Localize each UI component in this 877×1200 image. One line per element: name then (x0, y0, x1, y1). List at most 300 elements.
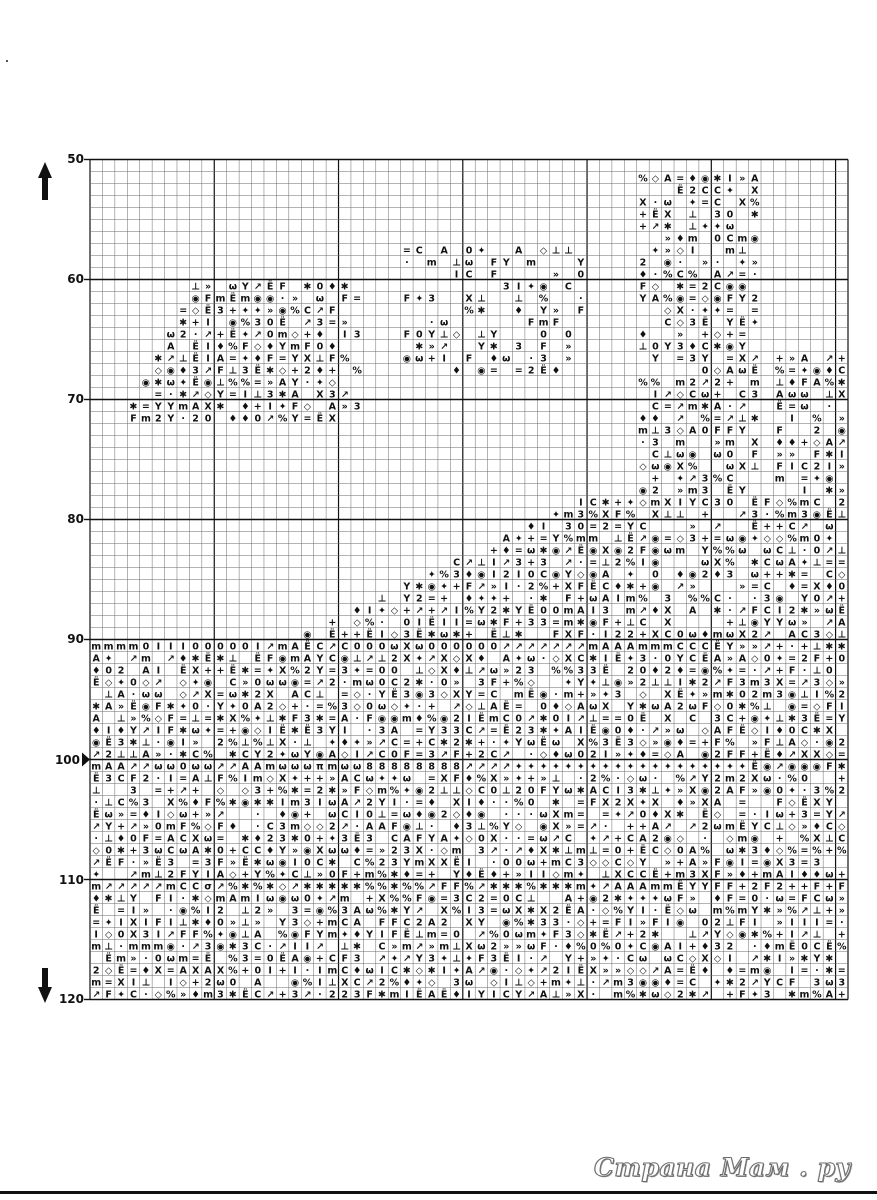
stitch-symbol: 0 (503, 857, 510, 868)
stitch-symbol: ↗ (477, 761, 485, 772)
stitch-symbol: I (405, 989, 409, 1000)
stitch-symbol: + (627, 845, 635, 856)
stitch-symbol: X (739, 197, 747, 208)
stitch-symbol: Ë (789, 941, 796, 952)
stitch-symbol: » (367, 737, 373, 748)
stitch-symbol: 3 (478, 845, 485, 856)
stitch-symbol: m (278, 641, 288, 652)
stitch-symbol: F (329, 305, 336, 316)
stitch-symbol: F (341, 869, 348, 880)
stitch-symbol: Ë (205, 305, 212, 316)
stitch-symbol: ◇ (652, 281, 660, 292)
stitch-symbol: m (452, 845, 462, 856)
stitch-symbol: ✱ (639, 701, 647, 712)
stitch-symbol: ♦ (800, 869, 809, 880)
stitch-symbol: ω (726, 629, 734, 640)
stitch-symbol: Y (763, 617, 771, 628)
stitch-symbol: % (228, 737, 238, 748)
stitch-symbol: A (167, 341, 175, 352)
stitch-symbol: m (402, 941, 412, 952)
stitch-symbol: · (654, 269, 658, 280)
stitch-symbol: Ë (93, 773, 100, 784)
stitch-symbol: ω (651, 989, 659, 1000)
stitch-symbol: ⊥ (415, 821, 424, 832)
stitch-symbol: ♦ (204, 917, 213, 928)
stitch-symbol: I (765, 809, 769, 820)
stitch-symbol: = (303, 677, 311, 688)
stitch-symbol: · (405, 797, 409, 808)
stitch-symbol: ✦ (440, 581, 448, 592)
stitch-symbol: ♦ (229, 413, 238, 424)
stitch-symbol: = (490, 905, 498, 916)
stitch-symbol: · (256, 821, 260, 832)
stitch-symbol: ♦ (775, 749, 784, 760)
stitch-symbol: I (306, 941, 310, 952)
stitch-symbol: ◉ (303, 953, 311, 964)
stitch-symbol: ⊥ (775, 377, 784, 388)
stitch-symbol: ⊥ (191, 281, 200, 292)
stitch-symbol: ✱ (801, 605, 809, 616)
stitch-symbol: ◉ (589, 617, 597, 628)
stitch-symbol: 3 (267, 389, 274, 400)
row-label-110: 110 (54, 873, 84, 887)
stitch-symbol: % (129, 797, 139, 808)
stitch-symbol: » (801, 617, 807, 628)
stitch-symbol: 3 (453, 569, 460, 580)
stitch-symbol: ω (589, 701, 597, 712)
stitch-symbol: ◉ (813, 509, 821, 520)
stitch-symbol: Y (800, 593, 808, 604)
stitch-symbol: ◇ (391, 629, 399, 640)
stitch-symbol: + (316, 953, 324, 964)
stitch-symbol: Ë (652, 209, 659, 220)
stitch-symbol: = (825, 917, 833, 928)
stitch-symbol: X (652, 797, 660, 808)
stitch-symbol: A (403, 833, 411, 844)
stitch-symbol: Y (427, 725, 435, 736)
stitch-symbol: I (604, 629, 608, 640)
stitch-symbol: ↗ (651, 725, 659, 736)
stitch-symbol: X (751, 437, 759, 448)
stitch-symbol: ⊥ (303, 737, 312, 748)
stitch-symbol: = (490, 725, 498, 736)
stitch-symbol: ω (564, 785, 572, 796)
stitch-symbol: % (427, 713, 437, 724)
stitch-symbol: ◇ (639, 461, 647, 472)
stitch-symbol: % (203, 749, 213, 760)
stitch-symbol: I (206, 353, 210, 364)
stitch-symbol: A (353, 917, 361, 928)
stitch-symbol: m (563, 509, 573, 520)
stitch-symbol: m (638, 425, 648, 436)
stitch-symbol: A (664, 701, 672, 712)
stitch-symbol: % (613, 905, 623, 916)
stitch-symbol: I (94, 929, 98, 940)
stitch-symbol: 2 (453, 737, 460, 748)
stitch-symbol: F (416, 893, 423, 904)
stitch-symbol: ✦ (117, 989, 125, 1000)
stitch-symbol: I (604, 653, 608, 664)
stitch-symbol: ◉ (751, 713, 759, 724)
stitch-symbol: ✱ (676, 809, 684, 820)
stitch-symbol: Ë (689, 965, 696, 976)
stitch-symbol: ↗ (676, 413, 684, 424)
stitch-symbol: ω (365, 677, 373, 688)
stitch-symbol: F (739, 989, 746, 1000)
stitch-symbol: ✱ (440, 737, 448, 748)
stitch-symbol: ◉ (726, 341, 734, 352)
stitch-symbol: ω (527, 653, 535, 664)
stitch-symbol: F (180, 929, 187, 940)
stitch-symbol: ✦ (776, 653, 784, 664)
stitch-symbol: ↗ (689, 473, 697, 484)
stitch-symbol: » (727, 869, 733, 880)
stitch-symbol: ♦ (452, 665, 461, 676)
stitch-symbol: = (577, 809, 585, 820)
stitch-symbol: ω (552, 737, 560, 748)
stitch-symbol: ◇ (304, 401, 312, 412)
stitch-symbol: m (650, 641, 660, 652)
stitch-symbol: ω (726, 461, 734, 472)
stitch-symbol: + (130, 845, 138, 856)
stitch-symbol: Y (825, 809, 833, 820)
stitch-symbol: m (526, 257, 536, 268)
stitch-symbol: » (702, 689, 708, 700)
stitch-symbol: = (701, 197, 709, 208)
stitch-symbol: A (788, 737, 796, 748)
stitch-symbol: · (368, 725, 372, 736)
stitch-symbol: 3 (764, 989, 771, 1000)
stitch-symbol: » (665, 725, 671, 736)
stitch-symbol: X (602, 797, 610, 808)
stitch-symbol: ⊥ (564, 245, 573, 256)
stitch-symbol: 3 (354, 989, 361, 1000)
stitch-symbol: ✱ (751, 209, 759, 220)
stitch-symbol: ◉ (477, 569, 485, 580)
stitch-symbol: ✦ (241, 305, 249, 316)
stitch-symbol: ω (167, 329, 175, 340)
stitch-symbol: % (464, 605, 474, 616)
stitch-symbol: ✱ (303, 281, 311, 292)
stitch-symbol: ✦ (328, 833, 336, 844)
stitch-symbol: 3 (627, 785, 634, 796)
stitch-symbol: = (751, 305, 759, 316)
stitch-symbol: ↗ (366, 749, 374, 760)
stitch-symbol: A (714, 725, 722, 736)
stitch-symbol: X (540, 845, 548, 856)
stitch-symbol: ✦ (117, 677, 125, 688)
stitch-symbol: ✦ (291, 773, 299, 784)
stitch-symbol: X (167, 797, 175, 808)
stitch-symbol: ♦ (676, 797, 685, 808)
stitch-symbol: F (168, 725, 175, 736)
stitch-symbol: 8 (416, 761, 423, 772)
stitch-symbol: ◉ (713, 293, 721, 304)
stitch-symbol: C (689, 653, 696, 664)
stitch-symbol: ◇ (279, 365, 287, 376)
stitch-symbol: ◇ (788, 821, 796, 832)
stitch-symbol: Ë (329, 629, 336, 640)
stitch-symbol: ✱ (838, 641, 846, 652)
stitch-symbol: » (453, 677, 459, 688)
stitch-symbol: ↗ (92, 821, 100, 832)
stitch-symbol: C (689, 977, 696, 988)
stitch-symbol: ↗ (328, 641, 336, 652)
stitch-symbol: 2 (801, 653, 808, 664)
stitch-symbol: 8 (391, 761, 398, 772)
stitch-symbol: = (204, 713, 212, 724)
stitch-symbol: C (254, 989, 261, 1000)
stitch-symbol: ⊥ (179, 353, 188, 364)
stitch-symbol: 3 (478, 677, 485, 688)
stitch-symbol: 0 (143, 641, 150, 652)
stitch-symbol: ω (776, 809, 784, 820)
stitch-symbol: ✦ (813, 473, 821, 484)
stitch-symbol: ✱ (130, 737, 138, 748)
stitch-symbol: X (552, 809, 560, 820)
stitch-symbol: 0 (739, 689, 746, 700)
stitch-symbol: ↗ (229, 761, 237, 772)
stitch-symbol: ✦ (353, 737, 361, 748)
stitch-symbol: + (788, 881, 796, 892)
stitch-symbol: F (379, 917, 386, 928)
stitch-symbol: ↗ (154, 881, 162, 892)
stitch-symbol: 0 (751, 893, 758, 904)
stitch-symbol: ✱ (316, 881, 324, 892)
stitch-symbol: % (241, 713, 251, 724)
stitch-symbol: + (266, 785, 274, 796)
stitch-symbol: Ë (602, 929, 609, 940)
stitch-symbol: I (268, 965, 272, 976)
stitch-symbol: = (92, 917, 100, 928)
stitch-symbol: ⊥ (117, 713, 126, 724)
stitch-symbol: m (787, 509, 797, 520)
stitch-symbol: · (765, 893, 769, 904)
stitch-symbol: + (316, 917, 324, 928)
stitch-symbol: = (167, 965, 175, 976)
stitch-symbol: · (616, 953, 620, 964)
stitch-symbol: ◇ (180, 977, 188, 988)
stitch-symbol: % (290, 665, 300, 676)
stitch-symbol: Y (191, 869, 199, 880)
stitch-symbol: · (343, 677, 347, 688)
stitch-symbol: ♦ (639, 269, 648, 280)
stitch-symbol: ◇ (776, 845, 784, 856)
stitch-symbol: ↗ (738, 605, 746, 616)
stitch-symbol: ✱ (502, 881, 510, 892)
stitch-symbol: 3 (789, 857, 796, 868)
stitch-symbol: ✦ (651, 761, 659, 772)
stitch-symbol: X (776, 857, 784, 868)
stitch-symbol: ◇ (242, 785, 250, 796)
stitch-symbol: ♦ (664, 977, 673, 988)
stitch-symbol: ◇ (453, 653, 461, 664)
stitch-symbol: = (490, 893, 498, 904)
stitch-symbol: % (576, 941, 586, 952)
stitch-symbol: 3 (565, 521, 572, 532)
stitch-symbol: ω (701, 557, 709, 568)
stitch-symbol: » (329, 773, 335, 784)
stitch-symbol: m (650, 881, 660, 892)
stitch-symbol: C (714, 593, 721, 604)
stitch-symbol: Ë (602, 665, 609, 676)
stitch-symbol: Y (688, 881, 696, 892)
stitch-symbol: ✱ (291, 833, 299, 844)
stitch-symbol: Ë (230, 293, 237, 304)
stitch-symbol: ♦ (552, 701, 561, 712)
stitch-symbol: F (491, 677, 498, 688)
stitch-symbol: A (627, 641, 635, 652)
stitch-symbol: I (778, 605, 782, 616)
stitch-symbol: + (540, 857, 548, 868)
stitch-symbol: ✱ (714, 341, 722, 352)
stitch-symbol: ω (154, 689, 162, 700)
stitch-symbol: ↗ (130, 881, 138, 892)
stitch-symbol: = (801, 857, 809, 868)
stitch-symbol: 3 (304, 797, 311, 808)
stitch-symbol: % (638, 173, 648, 184)
stitch-symbol: Ë (776, 401, 783, 412)
stitch-symbol: A (105, 701, 113, 712)
stitch-symbol: · (616, 773, 620, 784)
stitch-symbol: ✱ (216, 713, 224, 724)
stitch-symbol: Ë (826, 941, 833, 952)
stitch-symbol: A (813, 377, 821, 388)
stitch-symbol: ◉ (229, 317, 237, 328)
stitch-symbol: C (242, 845, 249, 856)
stitch-symbol: 2 (838, 785, 845, 796)
stitch-symbol: I (418, 617, 422, 628)
stitch-symbol: Ë (93, 809, 100, 820)
stitch-symbol: ↗ (428, 881, 436, 892)
stitch-symbol: + (328, 365, 336, 376)
stitch-symbol: ✦ (552, 509, 560, 520)
stitch-symbol: Ë (826, 509, 833, 520)
stitch-symbol: ✦ (738, 761, 746, 772)
stitch-symbol: · (591, 629, 595, 640)
stitch-symbol: % (663, 269, 673, 280)
stitch-symbol: ⊥ (514, 293, 523, 304)
stitch-symbol: % (390, 977, 400, 988)
stitch-symbol: Y (750, 821, 758, 832)
stitch-symbol: X (677, 461, 685, 472)
stitch-symbol: 0 (540, 605, 547, 616)
stitch-symbol: ◇ (490, 977, 498, 988)
stitch-symbol: · (529, 809, 533, 820)
stitch-symbol: m (414, 857, 424, 868)
stitch-symbol: = (825, 557, 833, 568)
stitch-symbol: % (700, 593, 710, 604)
stitch-symbol: I (579, 725, 583, 736)
stitch-symbol: ♦ (701, 965, 710, 976)
stitch-symbol: 3 (341, 701, 348, 712)
stitch-symbol: ⊥ (253, 389, 262, 400)
stitch-symbol: ⊥ (688, 929, 697, 940)
stitch-symbol: = (751, 581, 759, 592)
stitch-symbol: ◇ (652, 173, 660, 184)
stitch-symbol: ◉ (825, 473, 833, 484)
stitch-symbol: 3 (354, 329, 361, 340)
stitch-symbol: F (739, 785, 746, 796)
stitch-symbol: ✦ (726, 185, 734, 196)
stitch-symbol: C (180, 833, 187, 844)
stitch-symbol: ↗ (204, 365, 212, 376)
stitch-symbol: A (614, 881, 622, 892)
stitch-symbol: » (677, 485, 683, 496)
stitch-symbol: ◇ (366, 785, 374, 796)
stitch-symbol: % (228, 881, 238, 892)
stitch-symbol: F (727, 749, 734, 760)
stitch-symbol: C (764, 821, 771, 832)
stitch-symbol: ✱ (527, 917, 535, 928)
stitch-symbol: ◉ (254, 293, 262, 304)
stitch-symbol: ω (664, 197, 672, 208)
stitch-symbol: Ë (702, 653, 709, 664)
stitch-symbol: » (839, 905, 845, 916)
stitch-symbol: + (751, 869, 759, 880)
stitch-symbol: ⊥ (601, 557, 610, 568)
stitch-symbol: 3 (242, 953, 249, 964)
stitch-symbol: · (504, 845, 508, 856)
stitch-symbol: C (702, 341, 709, 352)
stitch-symbol: ✱ (179, 317, 187, 328)
stitch-symbol: = (801, 473, 809, 484)
stitch-symbol: = (179, 305, 187, 316)
stitch-symbol: = (614, 521, 622, 532)
stitch-symbol: ↗ (477, 725, 485, 736)
stitch-symbol: F (341, 953, 348, 964)
stitch-symbol: = (788, 893, 796, 904)
stitch-symbol: + (763, 569, 771, 580)
stitch-symbol: · (765, 509, 769, 520)
stitch-symbol: 2 (677, 701, 684, 712)
stitch-symbol: ◇ (627, 965, 635, 976)
stitch-symbol: ◇ (602, 857, 610, 868)
stitch-symbol: · (728, 605, 732, 616)
stitch-symbol: ⊥ (738, 245, 747, 256)
stitch-symbol: X (776, 677, 784, 688)
stitch-symbol: ✱ (390, 905, 398, 916)
stitch-symbol: ω (502, 353, 510, 364)
stitch-symbol: Ë (764, 749, 771, 760)
stitch-symbol: ◉ (191, 293, 199, 304)
stitch-symbol: ◇ (590, 857, 598, 868)
stitch-symbol: F (714, 869, 721, 880)
stitch-symbol: ⊥ (204, 773, 213, 784)
stitch-symbol: ↗ (738, 509, 746, 520)
stitch-symbol: ✱ (825, 953, 833, 964)
stitch-symbol: I (616, 785, 620, 796)
stitch-symbol: F (155, 893, 162, 904)
stitch-symbol: Y (241, 281, 249, 292)
stitch-symbol: ω (167, 761, 175, 772)
stitch-symbol: ω (216, 977, 224, 988)
stitch-symbol: Ë (528, 689, 535, 700)
stitch-symbol: 2 (404, 677, 411, 688)
stitch-symbol: Ë (752, 761, 759, 772)
stitch-symbol: 3 (764, 593, 771, 604)
stitch-symbol: Y (477, 917, 485, 928)
stitch-symbol: I (119, 917, 123, 928)
stitch-symbol: ◇ (527, 977, 535, 988)
stitch-symbol: I (181, 641, 185, 652)
stitch-symbol: ◇ (726, 929, 734, 940)
stitch-symbol: m (762, 689, 772, 700)
stitch-symbol: 0 (814, 593, 821, 604)
stitch-symbol: + (328, 617, 336, 628)
stitch-symbol: ↗ (192, 689, 200, 700)
stitch-symbol: · (778, 773, 782, 784)
